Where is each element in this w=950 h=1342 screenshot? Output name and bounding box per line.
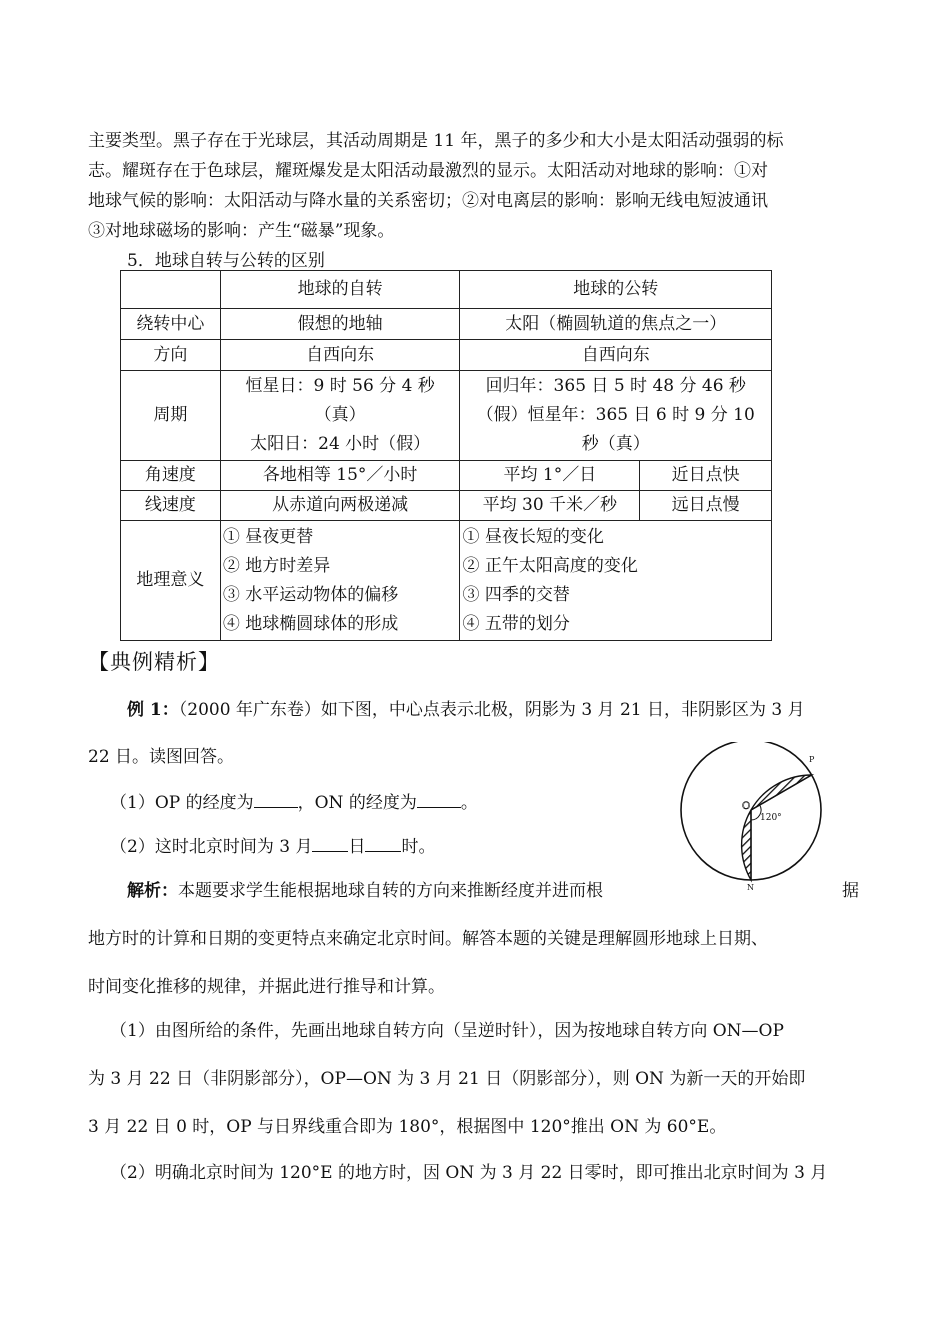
answer-blank[interactable] <box>312 835 348 852</box>
table-cell: 平均 1°／日 <box>460 461 640 491</box>
period-rotation-line: 太阳日：24 小时（假） <box>250 434 431 454</box>
analysis-line-3: 时间变化推移的规律，并据此进行推导和计算。 <box>88 977 445 997</box>
question-2-text: 时。 <box>401 837 436 857</box>
analysis-p1-line-1: （1）由图所给的条件，先画出地球自转方向（呈逆时针），因为按地球自转方向 ON—OP <box>110 1021 784 1041</box>
table-cell: 各地相等 15°／小时 <box>220 461 460 491</box>
example-intro: （2000 年广东卷）如下图，中心点表示北极，阴影为 3 月 21 日，非阴影区为 3 月 <box>178 700 805 720</box>
significance-revolution-item: ① 昼夜长短的变化 <box>462 526 604 547</box>
analysis-line-2: 地方时的计算和日期的变更特点来确定北京时间。解答本题的关键是理解圆形地球上日期、 <box>88 929 768 949</box>
answer-blank[interactable] <box>254 791 298 808</box>
intro-line-2: 志。耀斑存在于色球层，耀斑爆发是太阳活动最激烈的显示。太阳活动对地球的影响：①对 <box>88 161 768 181</box>
answer-blank[interactable] <box>417 791 461 808</box>
section-5-title: 5．地球自转与公转的区别 <box>127 251 325 271</box>
table-row <box>121 309 772 340</box>
significance-revolution-item: ③ 四季的交替 <box>462 584 570 605</box>
row-label: 线速度 <box>121 491 221 521</box>
question-1 <box>110 788 478 813</box>
analysis-line-1 <box>127 876 603 901</box>
period-revolution-line: （假）恒星年：365 日 6 时 9 分 10 <box>476 405 755 425</box>
table-row <box>121 371 772 461</box>
analysis-line-1-end: 据 <box>842 881 859 901</box>
question-2-text: 日 <box>348 837 366 857</box>
intro-line-3: 地球气候的影响：太阳活动与降水量的关系密切；②对电离层的影响：影响无线电短波通讯 <box>88 191 768 211</box>
table-row <box>121 521 772 641</box>
table-cell: 从赤道向两极递减 <box>220 491 460 521</box>
significance-rotation-item: ② 地方时差异 <box>222 555 331 576</box>
example-label: 例 1： <box>127 700 179 720</box>
table-cell: 假想的地轴 <box>220 309 460 340</box>
table-cell <box>220 521 460 641</box>
table-row <box>121 491 772 521</box>
section-heading: 【典例精析】 <box>88 650 220 674</box>
significance-rotation-item: ① 昼夜更替 <box>222 526 314 547</box>
question-1-text: （1）OP 的经度为 <box>110 793 254 813</box>
example-line-2: 22 日。读图回答。 <box>88 747 235 767</box>
analysis-label: 解析： <box>127 881 178 901</box>
analysis-p1-line-3: 3 月 22 日 0 时，OP 与日界线重合即为 180°，根据图中 120°推出 ON 为 60°E。 <box>88 1117 727 1137</box>
shaded-region-march-21 <box>742 775 812 880</box>
analysis-p1-line-2: 为 3 月 22 日（非阴影部分），OP—ON 为 3 月 21 日（阴影部分），则 ON 为新一天的开始即 <box>88 1069 806 1089</box>
table-cell <box>460 371 772 461</box>
example-line-1 <box>127 695 805 720</box>
row-label: 周期 <box>121 371 221 461</box>
significance-revolution-item: ④ 五带的划分 <box>462 613 570 634</box>
period-revolution-line: 秒（真） <box>581 434 650 454</box>
period-rotation-line: 恒星日：9 时 56 分 4 秒 <box>245 376 435 396</box>
question-2 <box>110 832 435 857</box>
significance-rotation-item: ④ 地球椭圆球体的形成 <box>222 613 399 634</box>
table-row <box>121 340 772 371</box>
table-header-rotation: 地球的自转 <box>220 271 460 309</box>
meridian-op <box>751 775 812 810</box>
table-cell: 太阳（椭圆轨道的焦点之一） <box>460 309 772 340</box>
label-angle: 120° <box>760 813 782 823</box>
significance-revolution-item: ② 正午太阳高度的变化 <box>462 555 638 576</box>
table-cell: 远日点慢 <box>640 491 772 521</box>
table-cell: 平均 30 千米／秒 <box>460 491 640 521</box>
polar-figure <box>676 742 826 892</box>
question-1-text: ，ON 的经度为 <box>297 793 417 813</box>
table-header-revolution: 地球的公转 <box>460 271 772 309</box>
row-label: 方向 <box>121 340 221 371</box>
period-rotation-line: （真） <box>314 405 366 425</box>
rotation-revolution-table <box>120 270 772 641</box>
row-label: 地理意义 <box>121 521 221 641</box>
question-1-text: 。 <box>460 793 478 813</box>
table-row <box>121 271 772 309</box>
table-cell <box>220 371 460 461</box>
analysis-text: 本题要求学生能根据地球自转的方向来推断经度并进而根 <box>178 881 603 901</box>
question-2-text: （2）这时北京时间为 3 月 <box>110 837 313 857</box>
table-cell <box>460 521 772 641</box>
intro-line-1: 主要类型。黑子存在于光球层，其活动周期是 11 年，黑子的多少和大小是太阳活动强弱的标 <box>88 131 784 151</box>
label-n: N <box>747 883 754 892</box>
answer-blank[interactable] <box>365 835 401 852</box>
label-p: P <box>809 755 815 764</box>
row-label: 绕转中心 <box>121 309 221 340</box>
table-cell: 自西向东 <box>460 340 772 371</box>
analysis-p2-line-1: （2）明确北京时间为 120°E 的地方时，因 ON 为 3 月 22 日零时，即可推出北京时间为 3 月 <box>110 1163 828 1183</box>
significance-rotation-item: ③ 水平运动物体的偏移 <box>222 584 399 605</box>
row-label: 角速度 <box>121 461 221 491</box>
table-cell: 自西向东 <box>220 340 460 371</box>
table-row <box>121 461 772 491</box>
period-revolution-line: 回归年：365 日 5 时 48 分 46 秒 <box>485 376 746 396</box>
table-cell: 近日点快 <box>640 461 772 491</box>
table-cell <box>121 271 221 309</box>
intro-line-4: ③对地球磁场的影响：产生“磁暴”现象。 <box>88 221 395 241</box>
label-o: O <box>742 801 751 812</box>
